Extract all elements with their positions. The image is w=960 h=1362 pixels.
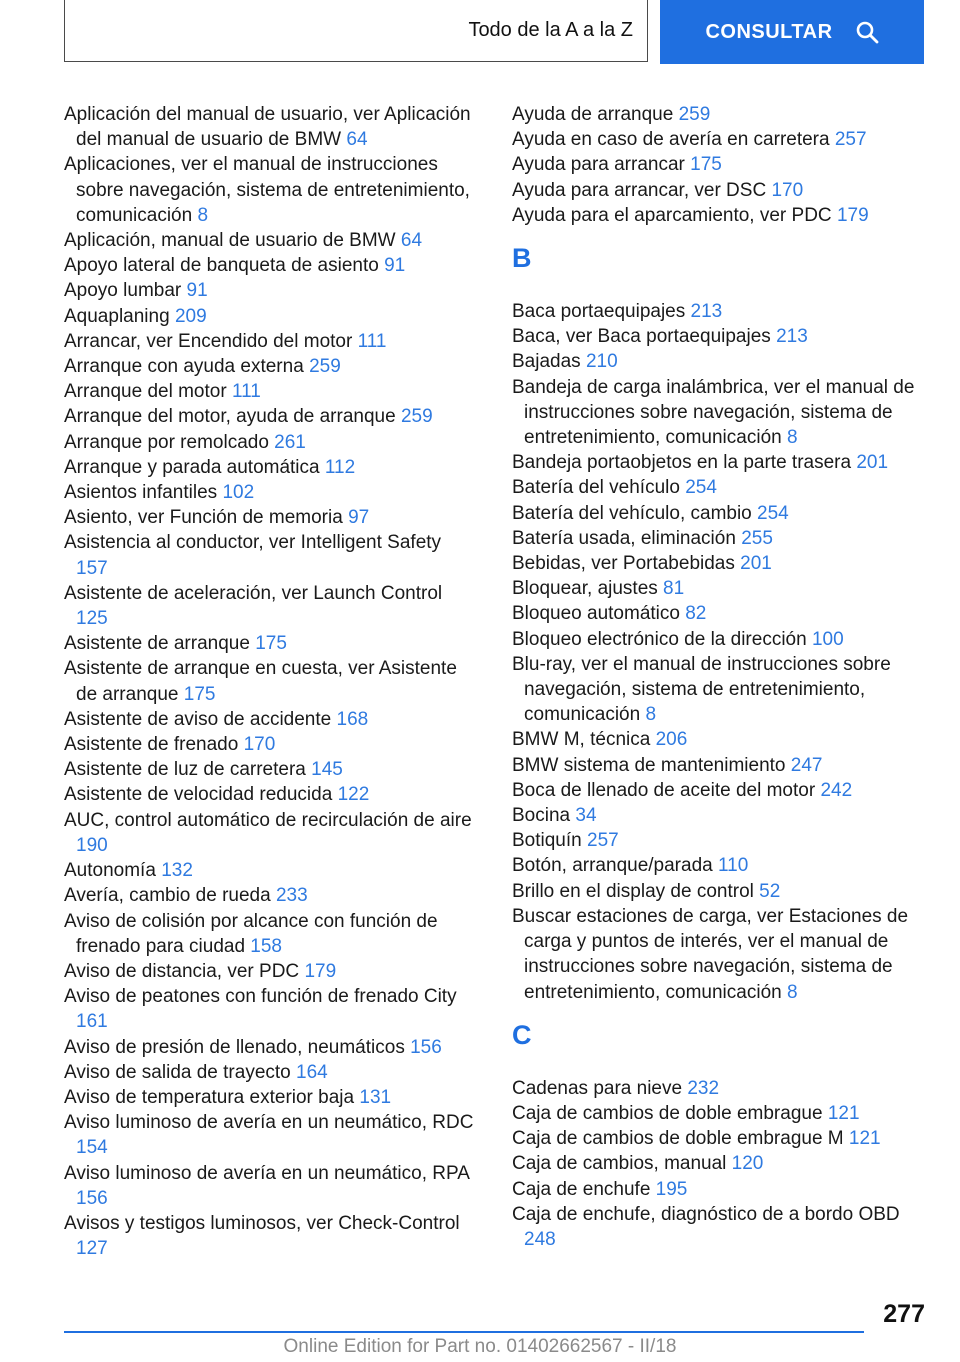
index-entry-term: Aviso de temperatura exterior baja xyxy=(64,1086,355,1108)
index-entry xyxy=(512,1177,930,1202)
index-entry-page-link[interactable]: 248 xyxy=(524,1228,556,1250)
index-entry-page-link[interactable]: 8 xyxy=(786,427,798,449)
index-entry-term: Caja de cambios de doble embrague M xyxy=(512,1128,844,1150)
index-entry-page-link[interactable]: 158 xyxy=(250,935,282,957)
index-entry-term: Buscar estaciones de carga, ver Estaciones de carga y puntos de interés, ver el manual de instrucciones sobre navegación, sistema de entretenimiento, comunicación xyxy=(512,905,909,1003)
index-entry xyxy=(512,1202,930,1252)
index-entry-page-link[interactable]: 175 xyxy=(183,683,216,705)
index-entry xyxy=(64,430,478,455)
index-entry-term: Aplicación, manual de usuario de BMW xyxy=(64,230,396,252)
index-entry xyxy=(64,909,478,959)
index-entry-term: Avería, cambio de rueda xyxy=(64,885,271,907)
index-entry xyxy=(64,228,478,253)
index-entry xyxy=(512,501,930,526)
index-entry-term: Caja de enchufe xyxy=(512,1178,651,1200)
index-entry-term: Bloquear, ajustes xyxy=(512,578,658,600)
index-entry xyxy=(512,904,930,1005)
index-entry-term: Brillo en el display de control xyxy=(512,880,754,902)
index-entry xyxy=(64,707,478,732)
index-entry-term: Baca, ver Baca portaequipajes xyxy=(512,326,771,348)
index-entry-page-link[interactable]: 111 xyxy=(357,330,387,352)
index-entry xyxy=(512,102,930,127)
index-entry xyxy=(64,782,478,807)
index-entry xyxy=(512,727,930,752)
index-entry-page-link[interactable]: 254 xyxy=(685,477,717,499)
index-entry-page-link[interactable]: 255 xyxy=(741,527,773,549)
index-entry-page-link[interactable]: 257 xyxy=(834,129,867,151)
index-entry-term: Caja de cambios, manual xyxy=(512,1153,727,1175)
index-entry xyxy=(512,375,930,451)
index-entry-term: Bocina xyxy=(512,805,571,827)
index-entry-term: Aviso de salida de trayecto xyxy=(64,1061,291,1083)
index-entry-page-link[interactable]: 201 xyxy=(856,452,889,474)
index-entry-page-link[interactable]: 259 xyxy=(678,104,711,125)
section-letter-c: C xyxy=(512,1019,532,1050)
index-entry-page-link[interactable]: 175 xyxy=(690,154,722,176)
index-entry-term: Aviso de peatones con función de frenado City xyxy=(64,986,457,1008)
index-entry xyxy=(512,853,930,878)
index-entry xyxy=(64,1110,478,1160)
index-entry xyxy=(64,455,478,480)
index-entry-term: Asientos infantiles xyxy=(64,482,218,504)
index-entry-term: AUC, control automático de recirculación de aire xyxy=(64,809,472,831)
index-entry-page-link[interactable]: 122 xyxy=(337,784,370,806)
index-entry-page-link[interactable]: 154 xyxy=(76,1137,108,1159)
index-entry xyxy=(64,631,478,656)
footer-divider xyxy=(64,1331,864,1333)
index-entry-page-link[interactable]: 8 xyxy=(197,204,209,226)
index-entry-term: Botiquín xyxy=(512,830,582,852)
index-entry xyxy=(64,152,478,228)
footer-edition: Online Edition for Part no. 01402662567 - II/18 xyxy=(283,1336,677,1357)
index-entry-page-link[interactable]: 259 xyxy=(400,406,433,428)
section-letter-b: B xyxy=(512,243,532,274)
index-entry-term: Aplicación del manual de usuario, ver Aplicación del manual de usuario de BMW xyxy=(64,104,471,151)
index-entry xyxy=(512,299,930,324)
index-entry-term: Bloqueo electrónico de la dirección xyxy=(512,628,807,650)
index-entry-term: Autonomía xyxy=(64,860,156,882)
index-entry-term: BMW sistema de mantenimiento xyxy=(512,754,786,776)
index-entry-page-link[interactable]: 259 xyxy=(309,356,341,378)
index-entry-page-link[interactable]: 8 xyxy=(645,704,657,726)
index-entry-term: Arranque por remolcado xyxy=(64,431,269,453)
index-entry-page-link[interactable]: 127 xyxy=(76,1238,108,1260)
index-entry xyxy=(512,652,930,728)
index-entry xyxy=(64,808,478,858)
index-entry-term: Arrancar, ver Encendido del motor xyxy=(64,330,353,352)
index-entry xyxy=(64,732,478,757)
index-entry-page-link[interactable]: 175 xyxy=(255,633,287,655)
index-entry-term: Bloqueo automático xyxy=(512,603,680,625)
index-entry-term: Cadenas para nieve xyxy=(512,1077,683,1099)
index-entry-term: Ayuda para el aparcamiento, ver PDC xyxy=(512,204,832,226)
index-entry-term: Avisos y testigos luminosos, ver Check-Control xyxy=(64,1212,460,1234)
index-entry-term: Asistente de arranque xyxy=(64,633,250,655)
index-entry-term: Asistente de luz de carretera xyxy=(64,759,306,781)
index-entry-term: Aviso luminoso de avería en un neumático, RPA xyxy=(64,1162,469,1184)
index-entry xyxy=(64,1085,478,1110)
index-entry xyxy=(512,828,930,853)
index-entry xyxy=(512,203,930,228)
index-entry-term: Asistente de arranque en cuesta, ver Asistente de arranque xyxy=(64,658,457,705)
index-entry-page-link[interactable]: 97 xyxy=(348,507,370,529)
index-entry-term: Aviso de presión de llenado, neumáticos xyxy=(64,1036,405,1058)
index-entry-page-link[interactable]: 261 xyxy=(274,431,306,453)
index-entry-page-link[interactable]: 100 xyxy=(811,628,844,650)
index-entry xyxy=(64,404,478,429)
index-entry-page-link[interactable]: 91 xyxy=(384,255,406,277)
index-entry-term: Aplicaciones, ver el manual de instrucciones sobre navegación, sistema de entretenimiento, comunicación xyxy=(64,154,470,226)
index-entry-page-link[interactable]: 164 xyxy=(296,1061,328,1083)
index-entry-term: Arranque con ayuda externa xyxy=(64,356,304,378)
index-entry xyxy=(64,480,478,505)
index-entry xyxy=(64,1211,478,1261)
index-entry-term: Arranque y parada automática xyxy=(64,456,320,478)
index-entry xyxy=(512,475,930,500)
index-entry xyxy=(64,253,478,278)
index-entry-page-link[interactable]: 82 xyxy=(685,603,707,625)
index-entry-page-link[interactable]: 257 xyxy=(587,830,619,852)
index-entry-page-link[interactable]: 34 xyxy=(575,805,597,827)
index-entry xyxy=(64,379,478,404)
index-entry-term: Baca portaequipajes xyxy=(512,301,686,323)
index-entry-page-link[interactable]: 232 xyxy=(687,1077,720,1099)
index-entry-page-link[interactable]: 131 xyxy=(359,1086,392,1108)
index-entry-term: Aviso de distancia, ver PDC xyxy=(64,960,300,982)
consult-button[interactable] xyxy=(660,0,924,64)
index-entry-page-link[interactable]: 170 xyxy=(771,179,804,201)
index-entry-page-link[interactable]: 8 xyxy=(786,981,798,1003)
index-entry xyxy=(512,778,930,803)
index-entry xyxy=(64,530,478,580)
index-entry xyxy=(64,329,478,354)
index-entry xyxy=(64,757,478,782)
index-column-left xyxy=(64,102,478,1261)
index-entry-term: Caja de cambios de doble embrague xyxy=(512,1102,823,1124)
index-entry-page-link[interactable]: 210 xyxy=(585,351,618,373)
index-entry-term: Ayuda para arrancar xyxy=(512,154,685,176)
index-entry-page-link[interactable]: 111 xyxy=(231,381,261,403)
index-entry-term: Batería del vehículo, cambio xyxy=(512,502,752,524)
index-entry xyxy=(512,450,930,475)
index-group-c xyxy=(512,1076,930,1252)
index-entry-page-link[interactable]: 110 xyxy=(718,855,749,877)
index-entry-page-link[interactable]: 156 xyxy=(76,1187,108,1209)
index-entry xyxy=(64,304,478,329)
index-entry xyxy=(512,152,930,177)
index-entry-page-link[interactable]: 247 xyxy=(790,754,823,776)
index-entry-page-link[interactable]: 233 xyxy=(275,885,308,907)
index-entry-term: Bandeja de carga inalámbrica, ver el manual de instrucciones sobre navegación, sistema de entretenimiento, comunicación xyxy=(512,376,915,449)
index-entry xyxy=(512,627,930,652)
index-group-b xyxy=(512,299,930,1005)
index-entry-page-link[interactable]: 168 xyxy=(336,708,369,730)
index-entry xyxy=(64,505,478,530)
index-entry xyxy=(64,354,478,379)
index-entry-term: Blu-ray, ver el manual de instrucciones sobre navegación, sistema de entretenimiento, comunicación xyxy=(512,653,891,726)
index-entry-term: Asistente de frenado xyxy=(64,734,239,756)
index-entry-page-link[interactable]: 190 xyxy=(76,834,108,856)
consult-label: CONSULTAR xyxy=(705,20,833,43)
index-entry xyxy=(512,1126,930,1151)
search-icon xyxy=(855,20,879,44)
index-entry xyxy=(512,526,930,551)
index-entry xyxy=(64,1035,478,1060)
index-entry-page-link[interactable]: 213 xyxy=(776,326,808,348)
index-entry xyxy=(512,324,930,349)
index-entry xyxy=(64,656,478,706)
index-entry-term: Aquaplaning xyxy=(64,305,170,327)
index-entry-page-link[interactable]: 125 xyxy=(76,608,108,630)
index-entry-term: Apoyo lateral de banqueta de asiento xyxy=(64,255,379,277)
index-entry-page-link[interactable]: 145 xyxy=(311,759,343,781)
index-entry-page-link[interactable]: 132 xyxy=(161,860,193,882)
index-entry-term: Asistente de velocidad reducida xyxy=(64,784,333,806)
index-entry xyxy=(512,753,930,778)
index-entry-page-link[interactable]: 254 xyxy=(757,502,789,524)
index-entry xyxy=(64,959,478,984)
index-entry-term: BMW M, técnica xyxy=(512,729,651,751)
index-entry-term: Caja de enchufe, diagnóstico de a bordo OBD xyxy=(512,1203,900,1225)
index-entry xyxy=(64,858,478,883)
index-entry-term: Bandeja portaobjetos en la parte trasera xyxy=(512,452,852,474)
index-entry-term: Asistencia al conductor, ver Intelligent Safety xyxy=(64,532,442,554)
index-entry-page-link[interactable]: 64 xyxy=(400,230,423,252)
index-entry-term: Apoyo lumbar xyxy=(64,280,182,302)
index-entry-page-link[interactable]: 170 xyxy=(243,734,276,756)
index-column-right xyxy=(512,102,930,1252)
index-entry-page-link[interactable]: 213 xyxy=(690,301,723,323)
index-entry xyxy=(512,879,930,904)
index-entry-term: Ayuda para arrancar, ver DSC xyxy=(512,179,767,201)
index-entry xyxy=(512,551,930,576)
index-entry-page-link[interactable]: 64 xyxy=(346,129,368,151)
index-entry-term: Arranque del motor xyxy=(64,381,227,403)
index-entry xyxy=(512,1076,930,1101)
index-entry xyxy=(64,883,478,908)
index-entry-term: Asistente de aceleración, ver Launch Control xyxy=(64,582,443,604)
index-entry-page-link[interactable]: 242 xyxy=(820,779,853,801)
index-entry-page-link[interactable]: 206 xyxy=(655,729,688,751)
page-number: 277 xyxy=(883,1300,925,1328)
index-entry xyxy=(512,601,930,626)
index-entry xyxy=(512,1101,930,1126)
index-entry-page-link[interactable]: 179 xyxy=(836,204,869,226)
index-entry xyxy=(64,1060,478,1085)
index-entry xyxy=(512,1151,930,1176)
index-entry-page-link[interactable]: 209 xyxy=(174,305,207,327)
index-entry xyxy=(512,127,930,152)
index-entry xyxy=(64,278,478,303)
index-entry xyxy=(512,576,930,601)
index-entry xyxy=(64,1161,478,1211)
index-entry-term: Aviso luminoso de avería en un neumático, RDC xyxy=(64,1112,474,1134)
index-entry-term: Asiento, ver Función de memoria xyxy=(64,507,343,529)
index-entry-page-link[interactable]: 156 xyxy=(410,1036,442,1058)
index-entry-page-link[interactable]: 102 xyxy=(222,482,255,504)
index-entry-page-link[interactable]: 121 xyxy=(827,1102,860,1124)
index-entry-term: Asistente de aviso de accidente xyxy=(64,708,332,730)
index-entry xyxy=(64,581,478,631)
index-entry xyxy=(512,178,930,203)
index-entry-page-link[interactable]: 81 xyxy=(663,578,685,600)
index-entry-term: Batería del vehículo xyxy=(512,477,680,499)
top-navigation xyxy=(64,0,924,64)
index-entry-page-link[interactable]: 161 xyxy=(76,1011,108,1033)
index-entry-term: Bajadas xyxy=(512,351,581,373)
index-entry xyxy=(64,984,478,1034)
index-entry-page-link[interactable]: 195 xyxy=(655,1178,688,1200)
index-entry-page-link[interactable]: 201 xyxy=(740,553,772,575)
index-entry-term: Bebidas, ver Portabebidas xyxy=(512,553,735,575)
tab-index-label: Todo de la A a la Z xyxy=(468,19,633,41)
index-entry-page-link[interactable]: 179 xyxy=(304,960,337,982)
index-entry-page-link[interactable]: 91 xyxy=(186,280,208,302)
index-entry-page-link[interactable]: 120 xyxy=(731,1153,764,1175)
index-entry-term: Ayuda de arranque xyxy=(512,104,674,125)
index-entry-page-link[interactable]: 112 xyxy=(324,456,356,478)
tab-index-a-to-z[interactable] xyxy=(64,0,648,62)
index-entry-term: Batería usada, eliminación xyxy=(512,527,736,549)
index-entry xyxy=(512,349,930,374)
index-entry-page-link[interactable]: 121 xyxy=(848,1128,881,1150)
index-entry-page-link[interactable]: 157 xyxy=(76,557,108,579)
index-entry-term: Botón, arranque/parada xyxy=(512,855,713,877)
index-group-a-continued xyxy=(512,102,930,228)
index-entry-term: Arranque del motor, ayuda de arranque xyxy=(64,406,396,428)
index-entry-term: Ayuda en caso de avería en carretera xyxy=(512,129,830,151)
index-entry-term: Boca de llenado de aceite del motor xyxy=(512,779,816,801)
index-entry-page-link[interactable]: 52 xyxy=(759,880,781,902)
index-entry xyxy=(512,803,930,828)
index-entry-term: Aviso de colisión por alcance con función de frenado para ciudad xyxy=(64,910,438,957)
index-entry xyxy=(64,102,478,152)
